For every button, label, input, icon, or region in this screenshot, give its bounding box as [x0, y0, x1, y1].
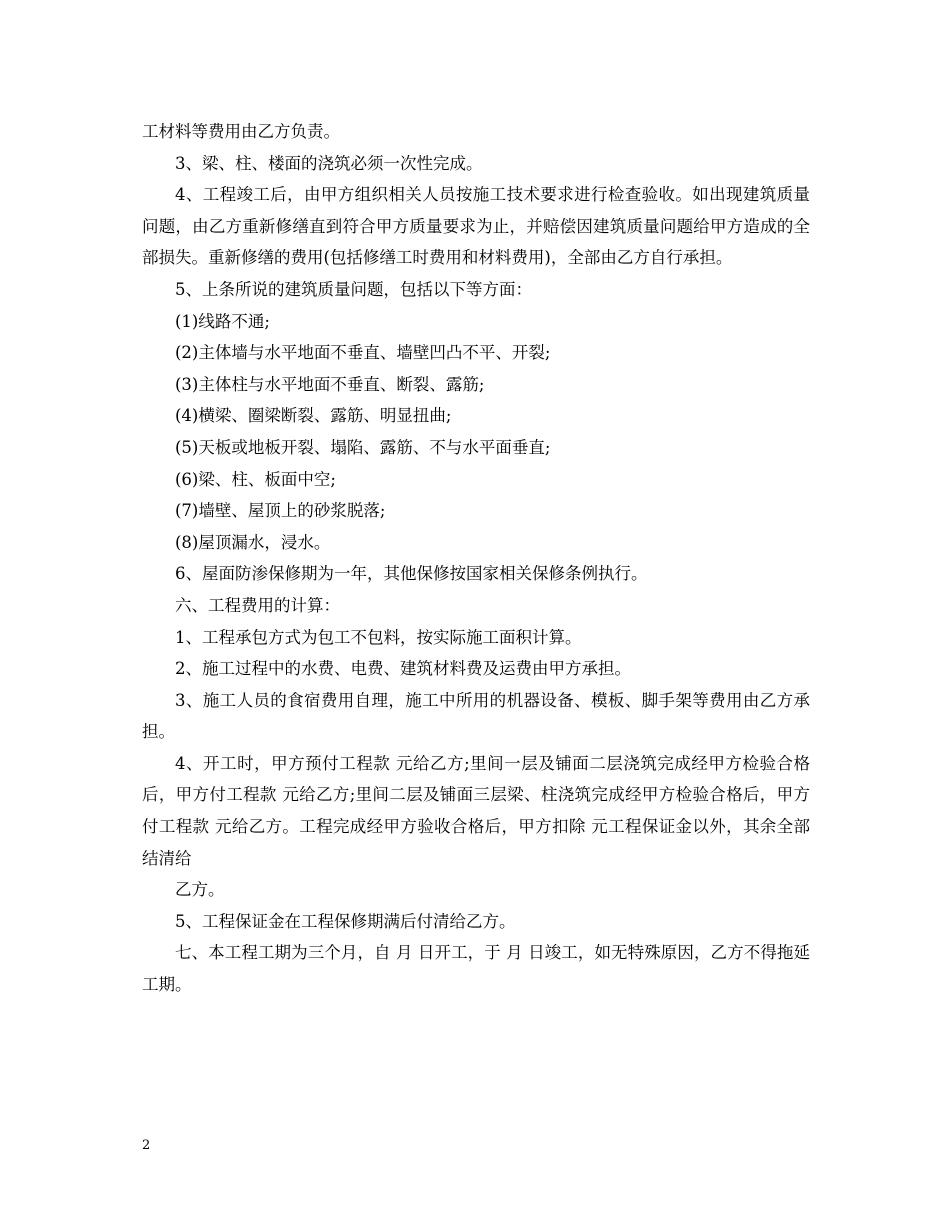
list-item-4: (4)横梁、圈梁断裂、露筋、明显扭曲;: [175, 406, 452, 426]
paragraph-cost-item-1: 1、工程承包方式为包工不包料，按实际施工面积计算。: [175, 627, 582, 647]
section-heading-schedule: 七、本工程工期为三个月，自 月 日开工，于 月 日竣工，如无特殊原因，乙方不得拖延工期。: [142, 943, 810, 995]
list-item-3: (3)主体柱与水平地面不垂直、断裂、露筋;: [175, 374, 485, 394]
list-item-7: (7)墙壁、屋顶上的砂浆脱落;: [175, 501, 386, 521]
section-heading-cost-calculation: 六、工程费用的计算：: [175, 595, 340, 615]
paragraph-item-3-casting: 3、梁、柱、楼面的浇筑必须一次性完成。: [175, 153, 483, 173]
paragraph-continued-materials: 工材料等费用由乙方负责。: [142, 122, 340, 141]
paragraph-cost-item-4: 4、开工时，甲方预付工程款 元给乙方;里间一层及铺面二层浇筑完成经甲方检验合格后，甲方付工程款 元给乙方;里间二层及铺面三层梁、柱浇筑完成经甲方检验合格后，甲方付工程款 元给乙方。工程完成经甲方验收合格后，甲方扣除 元工程保证金以外，其余全部结清给: [142, 753, 810, 868]
paragraph-item-5-quality-issues: 5、上条所说的建筑质量问题，包括以下等方面：: [175, 279, 532, 299]
page-number: 2: [142, 1138, 151, 1153]
document-body: [142, 116, 810, 1001]
list-item-6: (6)梁、柱、板面中空;: [175, 469, 336, 489]
paragraph-cost-item-5: 5、工程保证金在工程保修期满后付清给乙方。: [175, 911, 516, 931]
paragraph-item-4-acceptance: 4、工程竣工后，由甲方组织相关人员按施工技术要求进行检查验收。如出现建筑质量问题，由乙方重新修缮直到符合甲方质量要求为止，并赔偿因建筑质量问题给甲方造成的全部损失。重新修缮的费用(包括修缮工时费用和材料费用)，全部由乙方自行承担。: [142, 185, 810, 268]
list-item-2: (2)主体墙与水平地面不垂直、墙壁凹凸不平、开裂;: [175, 343, 551, 363]
list-item-1: (1)线路不通;: [175, 311, 270, 331]
paragraph-cost-item-4-continued: 乙方。: [175, 880, 225, 900]
paragraph-cost-item-3: 3、施工人员的食宿费用自理，施工中所用的机器设备、模板、脚手架等费用由乙方承担。: [142, 690, 810, 742]
list-item-8: (8)屋顶漏水，浸水。: [175, 532, 331, 552]
list-item-5: (5)天板或地板开裂、塌陷、露筋、不与水平面垂直;: [175, 437, 551, 457]
paragraph-item-6-warranty: 6、屋面防渗保修期为一年，其他保修按国家相关保修条例执行。: [175, 564, 648, 584]
paragraph-cost-item-2: 2、施工过程中的水费、电费、建筑材料费及运费由甲方承担。: [175, 659, 631, 679]
